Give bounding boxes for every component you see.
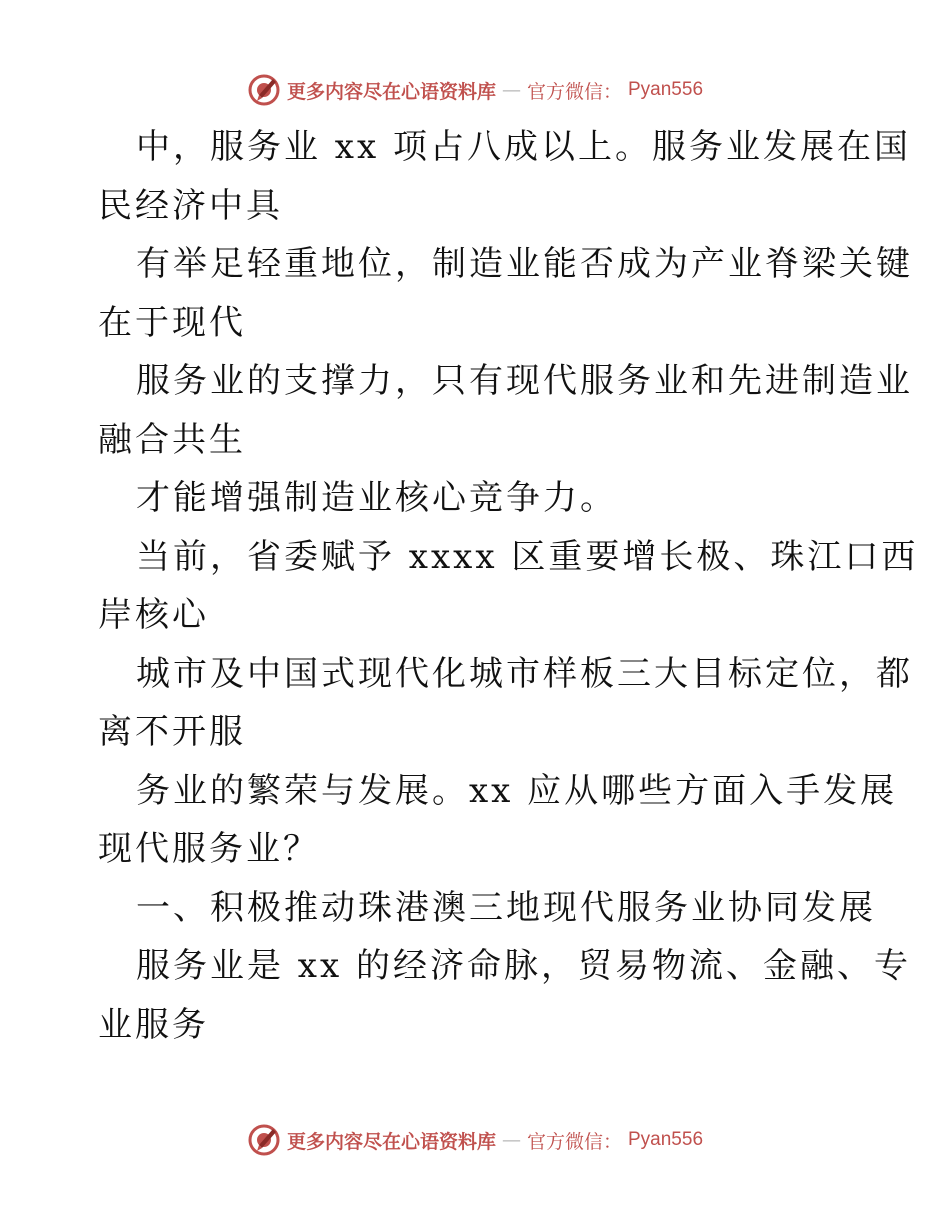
text-line: 当前，省委赋予 xxxx 区重要增长极、珠江口西 (136, 536, 919, 577)
text-line: 服务业的支撑力，只有现代服务业和先进制造业 (136, 361, 913, 401)
text-line: 务业的繁荣与发展。xx 应从哪些方面入手发展 (136, 770, 898, 811)
text-line: 在于现代 (98, 302, 246, 343)
banner-text: 更多内容尽在心语资料库 (286, 80, 496, 103)
text-line: 现代服务业？ (98, 829, 320, 869)
text-line: 有举足轻重地位，制造业能否成为产业脊梁关键 (136, 244, 913, 284)
banner-separator: — (501, 79, 521, 101)
section-heading: 一、积极推动珠港澳三地现代服务业协同发展 (136, 887, 876, 928)
document-body (98, 118, 919, 1054)
text-line: 中，服务业 xx 项占八成以上。服务业发展在国 (136, 127, 911, 167)
logo-icon (247, 1123, 281, 1157)
banner-wechat-label: 官方微信： (526, 1130, 622, 1153)
text-line: 业服务 (98, 1004, 209, 1045)
header-banner (0, 70, 950, 110)
banner-wechat-label: 官方微信： (526, 80, 622, 103)
banner-text: 更多内容尽在心语资料库 (286, 1130, 496, 1153)
text-line: 民经济中具 (98, 185, 283, 226)
banner-separator: — (501, 1129, 521, 1151)
text-line: 才能增强制造业核心竞争力。 (136, 478, 617, 518)
text-line: 城市及中国式现代化城市样板三大目标定位，都 (136, 653, 913, 694)
text-line: 岸核心 (98, 595, 209, 635)
banner-wechat-id: Pyan556 (628, 1129, 704, 1150)
banner-wechat-id: Pyan556 (628, 79, 704, 100)
text-line: 离不开服 (98, 712, 246, 752)
text-line: 融合共生 (98, 419, 246, 460)
footer-banner (0, 1120, 950, 1160)
text-line: 服务业是 xx 的经济命脉，贸易物流、金融、专 (136, 946, 911, 986)
logo-icon (247, 73, 281, 107)
